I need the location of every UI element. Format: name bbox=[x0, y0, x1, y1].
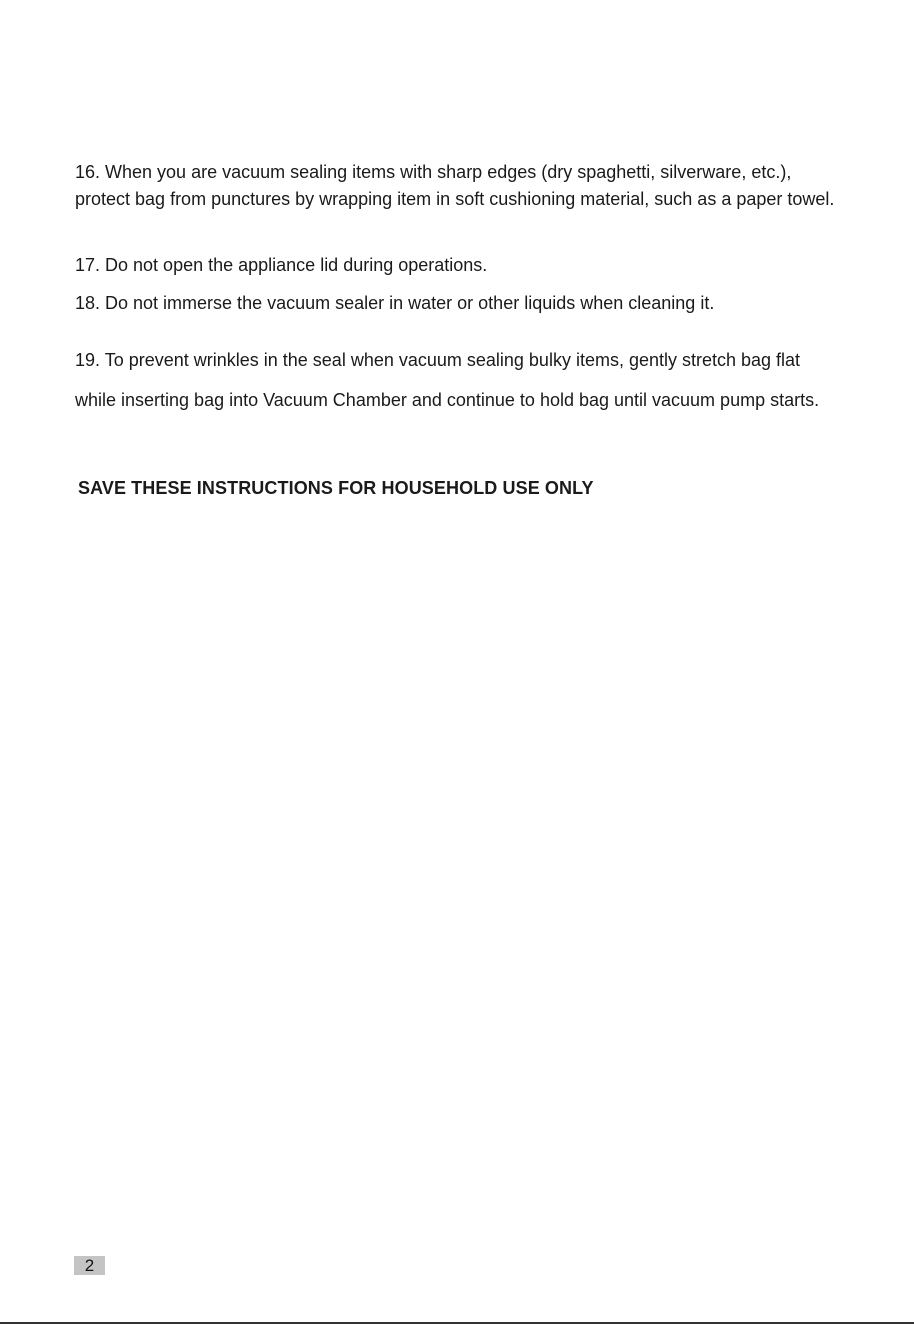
instruction-item-16: 16. When you are vacuum sealing items with sharp edges (dry spaghetti, silverware, etc.), protect bag from punctures by wrapping item in soft cushioning material, such as a paper towel. bbox=[75, 162, 835, 209]
instruction-item-19: 19. To prevent wrinkles in the seal when vacuum sealing bulky items, gently stretch bag flat while inserting bag into Vacuum Chamber and continue to hold bag until vacuum pump starts. bbox=[75, 350, 820, 410]
save-instructions-note: SAVE THESE INSTRUCTIONS FOR HOUSEHOLD USE ONLY bbox=[78, 478, 594, 498]
instruction-item-17: 17. Do not open the appliance lid during operations. bbox=[75, 255, 488, 275]
instruction-item-18: 18. Do not immerse the vacuum sealer in water or other liquids when cleaning it. bbox=[75, 293, 715, 313]
page-number: 2 bbox=[74, 1256, 105, 1275]
